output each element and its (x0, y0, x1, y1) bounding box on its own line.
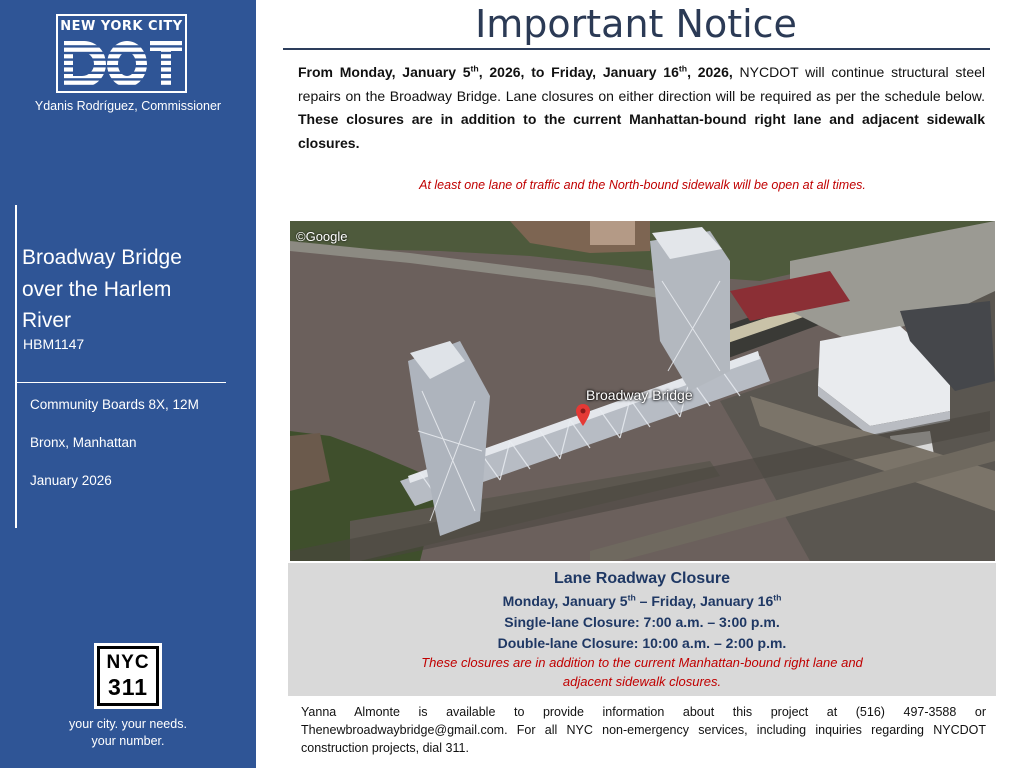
project-title-line: Broadway Bridge (22, 246, 182, 269)
contact-footer: Yanna Almonte is available to provide information about this project at (516) 497-3588 or Thenewbroadwaybridge@gmail.com. For all NYC non-emergency services, including inquiries regarding NYCDOT construction projects, dial 311. (301, 705, 986, 755)
closure-dates: Monday, January 5th – Friday, January 16th (502, 592, 782, 609)
closure-note-line: These closures are in addition to the current Manhattan-bound right lane and (421, 655, 863, 670)
tagline-line: your number. (91, 734, 165, 748)
closure-title: Lane Roadway Closure (553, 570, 731, 587)
community-boards: Community Boards 8X, 12M (30, 397, 199, 412)
double-lane-closure: Double-lane Closure: 10:00 a.m. – 2:00 p.m. (497, 635, 787, 651)
intro-bold-tail: These closures are in addition to the current Manhattan-bound right lane and adjacent sidewalk closures. (298, 111, 985, 151)
nyc-dot-logo (56, 14, 187, 93)
sidebar-horizontal-divider (15, 382, 226, 383)
closure-note-line: adjacent sidewalk closures. (562, 674, 722, 689)
aerial-map (290, 221, 995, 561)
sidebar-vertical-divider (15, 205, 17, 528)
sidebar (0, 0, 256, 768)
map-credit: ©Google (296, 229, 348, 244)
single-lane-closure: Single-lane Closure: 7:00 a.m. – 3:00 p.m. (504, 614, 780, 630)
intro-body: NYCDOT will continue structural steel repairs on the Broadway Bridge. Lane closures on either direction will be required as per the schedule below. (298, 64, 985, 104)
project-title (22, 242, 242, 337)
commissioner-name: Ydanis Rodríguez, Commissioner (34, 99, 222, 113)
notice-date: January 2026 (30, 473, 112, 488)
closure-schedule (288, 563, 996, 696)
nyc311-logo (94, 643, 162, 709)
nyc311-line2: 311 (107, 674, 149, 700)
intro-dates: From Monday, January 5th, 2026, to Friday, January 16th, 2026, (298, 63, 733, 80)
page-title: Important Notice (475, 2, 797, 46)
map-place-label: Broadway Bridge (586, 387, 693, 403)
title-underline (283, 48, 990, 50)
nyc311-tagline (0, 716, 256, 750)
project-title-line: River (22, 309, 72, 332)
dot-wordmark (62, 39, 183, 89)
intro-paragraph (298, 61, 985, 155)
project-id: HBM1147 (23, 336, 85, 352)
boroughs: Bronx, Manhattan (30, 435, 137, 450)
logo-top-text: NEW YORK CITY (60, 19, 183, 34)
traffic-warning: At least one lane of traffic and the North-bound sidewalk will be open at all times. (419, 178, 866, 192)
map-pin-icon[interactable] (576, 404, 590, 426)
tagline-line: your city. your needs. (69, 717, 187, 731)
nyc311-line1: NYC (106, 652, 150, 673)
project-title-line: over the Harlem (22, 277, 172, 301)
